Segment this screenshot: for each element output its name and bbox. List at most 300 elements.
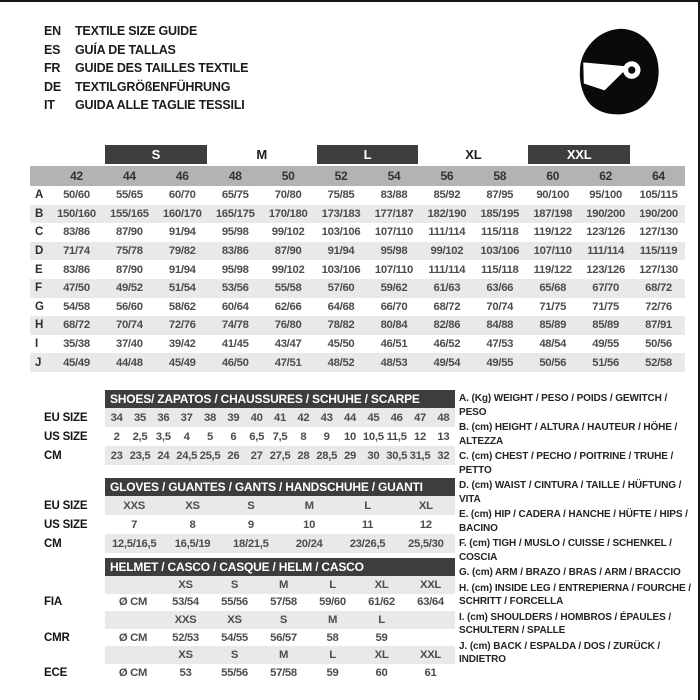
size-value: 57/60 — [327, 282, 355, 295]
shoes-title: SHOES/ ZAPATOS / CHAUSSURES / SCHUHE / SCARPE — [105, 390, 455, 408]
size-value: 91/94 — [327, 245, 355, 258]
size-value: 155/165 — [109, 207, 149, 220]
size-value: 72/76 — [645, 300, 672, 313]
size-value: 123/126 — [586, 263, 625, 276]
size-group-cell — [103, 144, 209, 166]
size-value: 45/49 — [63, 356, 90, 369]
gloves-section — [44, 478, 455, 553]
size-value: 47/51 — [274, 356, 302, 369]
size-value: 68/72 — [63, 319, 90, 332]
helmet-row-label — [44, 611, 105, 629]
size-value: 79/82 — [168, 245, 196, 258]
helmet-value: M — [278, 578, 289, 591]
shoes-value: 8 — [300, 430, 307, 443]
gloves-row-label: CM — [44, 537, 62, 550]
size-value: 74/78 — [221, 319, 249, 332]
size-column-header: 46 — [175, 169, 189, 183]
size-row-label: J — [35, 356, 42, 369]
shoes-value: 42 — [297, 411, 310, 424]
legend-item: I. (cm) SHOULDERS / HOMBROS / ÉPAULES / SCHULTERN / SPALLE — [459, 611, 672, 636]
gloves-value: 10 — [303, 518, 316, 531]
gloves-value: 23/26,5 — [349, 537, 386, 550]
shoes-value: 2,5 — [132, 430, 148, 443]
helmet-value: 54/55 — [221, 631, 248, 644]
shoes-value: 29 — [344, 449, 356, 462]
size-column-header: 52 — [334, 169, 348, 183]
size-value: 49/55 — [486, 356, 514, 369]
size-value: 49/55 — [592, 338, 619, 351]
shoes-value: 47 — [414, 411, 426, 424]
size-value: 70/80 — [274, 189, 302, 202]
size-value: 182/190 — [427, 207, 467, 220]
size-column-header: 44 — [122, 169, 136, 183]
size-value: 80/84 — [380, 319, 408, 332]
size-value: 99/102 — [271, 226, 305, 239]
shoes-value: 4 — [183, 430, 190, 443]
size-table-row — [30, 242, 685, 261]
size-column-header: 64 — [652, 169, 665, 183]
size-value: 115/119 — [639, 245, 678, 258]
helmet-value: 53/54 — [172, 596, 199, 609]
legend-item: A. (Kg) WEIGHT / PESO / POIDS / GEWITCH / PESO — [459, 393, 668, 418]
shoes-value: 6,5 — [249, 430, 265, 443]
shoes-value: 28,5 — [316, 449, 338, 462]
shoes-value: 7,5 — [272, 430, 288, 443]
shoes-value: 13 — [437, 430, 450, 443]
legend-item: E. (cm) HIP / CADERA / HANCHE / HÜFTE / HIPS / BACINO — [459, 509, 688, 534]
size-value: 49/52 — [115, 282, 143, 295]
size-value: 83/86 — [63, 263, 90, 276]
legend-item: C. (cm) CHEST / PECHO / POITRINE / TRUHE / PETTO — [459, 451, 674, 476]
helmet-value: 61/62 — [368, 596, 395, 609]
size-value: 64/68 — [327, 300, 355, 313]
helmet-value: 60 — [375, 666, 388, 679]
size-value: 55/65 — [115, 189, 143, 202]
size-table-row — [30, 260, 685, 279]
size-value: 150/160 — [57, 207, 96, 220]
size-value: 46/52 — [433, 338, 461, 351]
gloves-value: XXS — [123, 499, 146, 512]
size-value: 190/200 — [586, 207, 625, 220]
shoes-value: 23,5 — [129, 449, 151, 462]
size-value: 127/130 — [639, 226, 678, 239]
helmet-value: 59/60 — [319, 596, 346, 609]
size-value: 95/100 — [589, 189, 622, 202]
helmet-value: Ø CM — [118, 596, 148, 609]
size-value: 83/86 — [63, 226, 90, 239]
size-value: 47/53 — [486, 338, 514, 351]
size-column-header: 56 — [440, 169, 454, 183]
size-value: 65/68 — [539, 282, 567, 295]
gloves-value: M — [304, 499, 314, 512]
size-value: 41/45 — [221, 338, 249, 351]
size-value: 58/62 — [168, 300, 196, 313]
size-value: 51/54 — [168, 282, 196, 295]
size-value: 35/38 — [63, 338, 90, 351]
helmet-value: Ø CM — [118, 666, 148, 679]
legend-item: D. (cm) WAIST / CINTURA / TAILLE / HÜFTUNG / VITA — [459, 480, 682, 505]
language-code: DE — [44, 79, 61, 94]
helmet-value: S — [279, 613, 288, 626]
size-value: 185/195 — [480, 207, 520, 220]
size-value: 75/78 — [115, 245, 143, 258]
helmet-row — [105, 611, 455, 629]
helmet-row — [105, 576, 455, 594]
size-column-header: 50 — [281, 169, 295, 183]
size-row-label: F — [35, 282, 42, 295]
size-value: 71/75 — [539, 300, 567, 313]
size-value: 59/62 — [380, 282, 408, 295]
size-group-cell — [420, 144, 526, 166]
size-value: 115/118 — [481, 226, 519, 239]
helmet-row — [105, 664, 455, 682]
shoes-value: 9 — [323, 430, 330, 443]
shoes-row-label: US SIZE — [44, 430, 88, 443]
size-value: 66/70 — [380, 300, 408, 313]
size-value: 87/91 — [645, 319, 672, 332]
size-value: 95/98 — [221, 263, 249, 276]
size-value: 107/110 — [533, 245, 572, 258]
size-value: 87/95 — [486, 189, 514, 202]
shoes-value: 31,5 — [409, 449, 431, 462]
shoes-value: 26 — [227, 449, 240, 462]
size-value: 71/74 — [63, 245, 90, 258]
size-value: 107/110 — [374, 226, 414, 239]
shoes-value: 11,5 — [386, 430, 407, 443]
size-value: 70/74 — [486, 300, 514, 313]
section-label-spacer — [44, 390, 105, 408]
helmet-value: 53 — [179, 666, 192, 679]
size-value: 103/106 — [321, 263, 361, 276]
helmet-value: S — [230, 649, 239, 662]
shoes-row — [105, 427, 455, 446]
language-label: GUIDE DES TAILLES TEXTILE — [75, 61, 249, 76]
gloves-title: GLOVES / GUANTES / GANTS / HANDSCHUHE / GUANTI — [105, 478, 455, 496]
size-value: 68/72 — [433, 300, 461, 313]
group-spacer — [30, 144, 103, 166]
size-value: 48/54 — [539, 338, 567, 351]
helmet-value: 55/56 — [221, 596, 248, 609]
size-value: 99/102 — [271, 263, 305, 276]
size-table-row — [30, 335, 685, 354]
size-value: 85/92 — [433, 189, 461, 202]
language-row — [44, 96, 248, 115]
size-value: 85/89 — [539, 319, 567, 332]
helmet-value: XL — [374, 649, 389, 662]
size-value: 190/200 — [639, 207, 678, 220]
size-value: 99/102 — [430, 245, 464, 258]
size-value: 75/85 — [327, 189, 355, 202]
language-label: GUIDA ALLE TAGLIE TESSILI — [75, 98, 245, 113]
language-row — [44, 78, 248, 97]
shoes-value: 45 — [367, 411, 380, 424]
shoes-value: 5 — [207, 430, 213, 443]
size-value: 160/170 — [162, 207, 202, 220]
size-value: 52/58 — [645, 356, 672, 369]
helmet-row-label — [44, 646, 105, 664]
size-column-spacer — [30, 166, 50, 186]
size-value: 65/75 — [221, 189, 249, 202]
helmet-value — [105, 646, 161, 664]
shoes-value: 10,5 — [362, 430, 384, 443]
helmet-value: 63/64 — [417, 596, 444, 609]
shoes-value: 35 — [134, 411, 146, 424]
size-value: 83/86 — [221, 245, 249, 258]
size-value: 55/58 — [274, 282, 302, 295]
helmet-value: L — [378, 613, 385, 626]
language-code: EN — [44, 24, 61, 39]
helmet-value: XS — [178, 649, 193, 662]
size-row-label: D — [35, 245, 44, 258]
size-value: 95/98 — [380, 245, 408, 258]
size-table-row — [30, 279, 685, 298]
shoes-value: 36 — [157, 411, 170, 424]
size-table-row — [30, 205, 685, 224]
shoes-row — [105, 408, 455, 427]
shoes-value: 23 — [110, 449, 123, 462]
gloves-value: 25,5/30 — [408, 537, 444, 550]
size-table-row — [30, 298, 685, 317]
section-label-spacer — [44, 478, 105, 496]
helmet-row — [105, 646, 455, 664]
size-group-label: L — [317, 145, 419, 164]
helmet-value — [105, 576, 161, 594]
shoes-value: 28 — [297, 449, 310, 462]
size-value: 119/122 — [533, 263, 572, 276]
helmet-value: 57/58 — [270, 596, 297, 609]
size-value: 43/47 — [274, 338, 302, 351]
size-value: 83/88 — [380, 189, 408, 202]
shoes-value: 48 — [437, 411, 450, 424]
size-columns-row — [30, 166, 685, 186]
shoes-value: 44 — [344, 411, 356, 424]
size-value: 90/100 — [536, 189, 570, 202]
legend-item: J. (cm) BACK / ESPALDA / DOS / ZURÜCK / INDIETRO — [459, 640, 661, 665]
size-column-header: 58 — [493, 169, 507, 183]
size-value: 119/122 — [533, 226, 572, 239]
language-row — [44, 41, 248, 60]
size-value: 177/187 — [374, 207, 414, 220]
size-value: 107/110 — [374, 263, 414, 276]
helmet-value: XS — [227, 613, 242, 626]
main-size-table — [30, 144, 685, 372]
shoes-value: 37 — [180, 411, 193, 424]
language-list — [44, 22, 248, 115]
size-value: 45/50 — [327, 338, 355, 351]
size-table-row — [30, 353, 685, 372]
helmet-row-label: CMR — [44, 631, 70, 644]
size-value: 115/118 — [481, 263, 519, 276]
size-value: 173/183 — [321, 207, 361, 220]
size-value: 51/56 — [592, 356, 619, 369]
size-row-label: H — [35, 319, 44, 332]
size-row-label: E — [35, 263, 43, 276]
size-table-row — [30, 316, 685, 335]
shoes-value: 43 — [320, 411, 333, 424]
size-column-header: 60 — [546, 169, 560, 183]
group-spacer — [632, 144, 685, 166]
language-code: IT — [44, 98, 55, 113]
size-value: 127/130 — [639, 263, 678, 276]
helmet-value: Ø CM — [118, 631, 148, 644]
size-row-label: I — [35, 338, 38, 351]
size-value: 50/56 — [539, 356, 567, 369]
size-value: 39/42 — [168, 338, 196, 351]
shoes-value: 27 — [250, 449, 263, 462]
size-value: 103/106 — [321, 226, 361, 239]
size-value: 76/80 — [274, 319, 302, 332]
shoes-value: 6 — [230, 430, 237, 443]
gloves-value: XS — [185, 499, 200, 512]
legend-item: H. (cm) INSIDE LEG / ENTREPIERNA / FOURCHE / SCHRITT / FORCELLA — [459, 582, 691, 607]
helmet-value: 59 — [375, 631, 388, 644]
size-value: 68/72 — [645, 282, 672, 295]
size-value: 70/74 — [115, 319, 143, 332]
gloves-row — [105, 515, 455, 534]
size-column-header: 54 — [387, 169, 401, 183]
section-label-spacer — [44, 558, 105, 576]
size-value: 45/49 — [168, 356, 196, 369]
size-table-row — [30, 223, 685, 242]
helmet-row-label: FIA — [44, 596, 62, 609]
shoes-value: 3,5 — [155, 430, 171, 443]
shoes-section — [44, 390, 455, 465]
helmet-value: 58 — [326, 631, 339, 644]
gloves-row-label: US SIZE — [44, 518, 88, 531]
size-value: 72/76 — [168, 319, 196, 332]
gloves-value: XL — [418, 499, 433, 512]
size-value: 165/175 — [215, 207, 255, 220]
size-row-label: B — [35, 207, 44, 220]
size-value: 62/66 — [274, 300, 302, 313]
helmet-value: 52/53 — [172, 631, 199, 644]
size-value: 87/90 — [274, 245, 302, 258]
helmet-row-label — [44, 576, 105, 594]
size-value: 78/82 — [327, 319, 355, 332]
helmet-value: XXL — [419, 578, 442, 591]
shoes-value: 27,5 — [269, 449, 291, 462]
language-label: GUÍA DE TALLAS — [75, 42, 176, 57]
size-value: 50/60 — [63, 189, 90, 202]
size-group-label: S — [105, 145, 207, 164]
shoes-value: 39 — [227, 411, 240, 424]
size-value: 85/89 — [592, 319, 619, 332]
legend-item: F. (cm) TIGH / MUSLO / CUISSE / SCHENKEL / COSCIA — [459, 538, 672, 563]
size-row-label: C — [35, 226, 44, 239]
language-row — [44, 59, 248, 78]
helmet-value: 55/56 — [221, 666, 248, 679]
size-value: 46/50 — [221, 356, 249, 369]
shoes-value: 32 — [437, 449, 450, 462]
size-value: 67/70 — [592, 282, 619, 295]
gloves-value: 12,5/16,5 — [111, 537, 157, 550]
size-value: 44/48 — [115, 356, 143, 369]
size-value: 63/66 — [486, 282, 514, 295]
size-group-cell — [526, 144, 632, 166]
helmet-row — [105, 629, 455, 647]
size-value: 60/64 — [221, 300, 249, 313]
helmet-value — [406, 629, 455, 647]
language-label: TEXTILE SIZE GUIDE — [75, 24, 198, 39]
size-value: 103/106 — [480, 245, 520, 258]
helmet-title: HELMET / CASCO / CASQUE / HELM / CASCO — [105, 558, 455, 576]
shoes-value: 34 — [110, 411, 123, 424]
size-value: 54/58 — [63, 300, 90, 313]
helmet-section — [44, 558, 455, 682]
helmet-value: XS — [178, 578, 193, 591]
language-code: ES — [44, 42, 61, 57]
helmet-value: XL — [374, 578, 389, 591]
size-value: 91/94 — [168, 226, 196, 239]
size-value: 187/198 — [533, 207, 573, 220]
shoes-value: 2 — [113, 430, 120, 443]
gloves-value: 11 — [361, 518, 374, 531]
size-value: 53/56 — [221, 282, 249, 295]
size-value: 111/114 — [428, 263, 466, 276]
size-value: 60/70 — [168, 189, 196, 202]
size-value: 50/56 — [645, 338, 672, 351]
gloves-value: 7 — [131, 518, 138, 531]
size-group-cell — [209, 144, 315, 166]
gloves-value: 20/24 — [295, 537, 323, 550]
helmet-row — [105, 594, 455, 612]
size-value: 84/88 — [486, 319, 514, 332]
gloves-value: L — [364, 499, 371, 512]
shoes-value: 41 — [274, 411, 286, 424]
helmet-value: S — [230, 578, 239, 591]
size-column-header: 42 — [70, 169, 83, 183]
size-value: 56/60 — [115, 300, 143, 313]
racing-helmet-icon — [572, 22, 664, 120]
shoes-value: 38 — [204, 411, 216, 424]
shoes-row-label: EU SIZE — [44, 411, 88, 424]
measurement-legend — [459, 392, 692, 669]
size-value: 71/75 — [592, 300, 619, 313]
size-group-label: XXL — [528, 145, 630, 164]
size-value: 91/94 — [168, 263, 196, 276]
shoes-value: 25,5 — [199, 449, 221, 462]
gloves-row — [105, 534, 455, 553]
size-value: 111/114 — [587, 245, 625, 258]
helmet-value: XXL — [419, 649, 442, 662]
size-value: 111/114 — [428, 226, 466, 239]
shoes-value: 24 — [157, 449, 170, 462]
shoes-value: 24,5 — [176, 449, 198, 462]
size-group-row — [30, 144, 685, 166]
size-value: 123/126 — [586, 226, 625, 239]
shoes-value: 30,5 — [386, 449, 408, 462]
size-value: 95/98 — [221, 226, 249, 239]
gloves-value: 8 — [189, 518, 196, 531]
size-row-label: A — [35, 189, 44, 202]
helmet-value: 59 — [326, 666, 339, 679]
size-value: 46/51 — [380, 338, 408, 351]
helmet-value: L — [329, 649, 336, 662]
helmet-value: M — [327, 613, 338, 626]
gloves-value: 9 — [247, 518, 254, 531]
size-value: 87/90 — [115, 226, 143, 239]
shoes-value: 30 — [367, 449, 380, 462]
gloves-row — [105, 496, 455, 515]
legend-item: B. (cm) HEIGHT / ALTURA / HAUTEUR / HÖHE / ALTEZZA — [459, 422, 678, 447]
helmet-row-label: ECE — [44, 666, 68, 679]
shoes-value: 46 — [390, 411, 403, 424]
language-row — [44, 22, 248, 41]
gloves-value: 12 — [419, 518, 432, 531]
size-value: 47/50 — [63, 282, 90, 295]
shoes-row-label: CM — [44, 449, 62, 462]
size-group-label: XL — [465, 147, 482, 162]
